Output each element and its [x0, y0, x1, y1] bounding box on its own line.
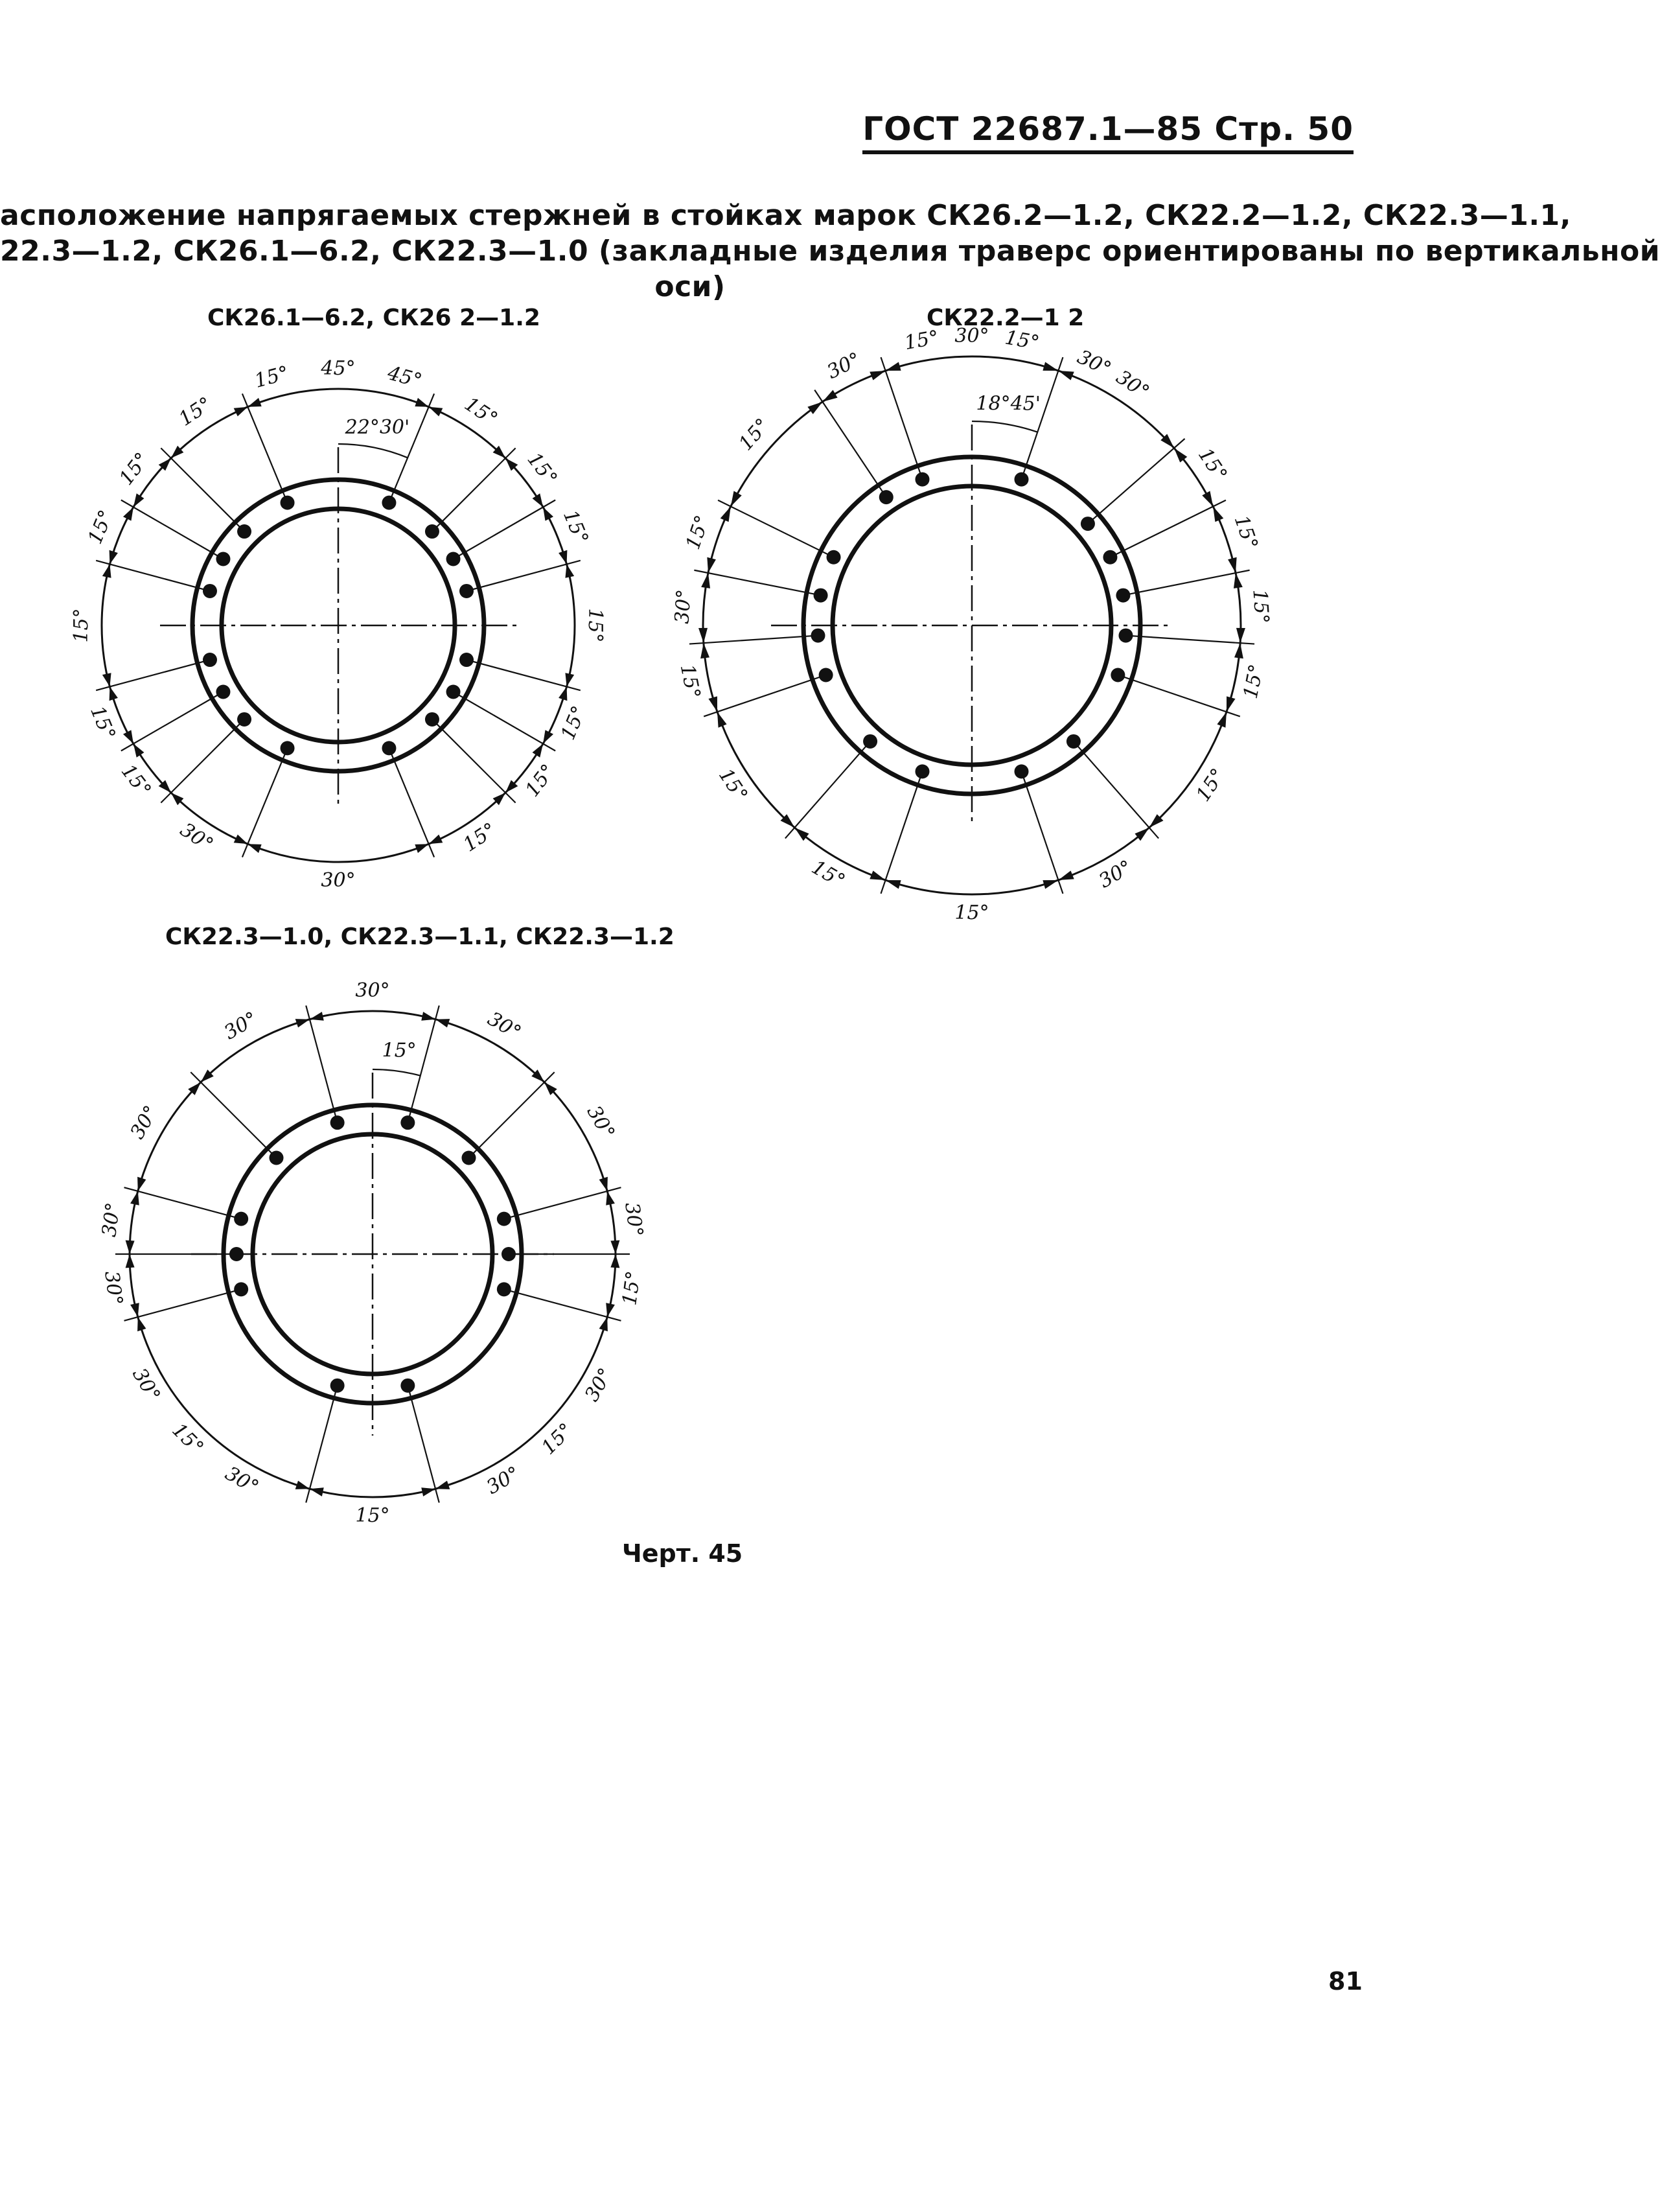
fig1-extension-line	[432, 448, 516, 531]
fig1-rebar-dot	[203, 584, 217, 598]
fig3-arrow-head	[599, 1177, 608, 1191]
fig3-angle-label: 30°	[98, 1201, 125, 1239]
fig2-rebar-dot	[1111, 668, 1125, 682]
fig1-arrow-head	[415, 398, 428, 407]
fig3-angle-label: 30°	[220, 1007, 262, 1045]
fig2-arrow-head	[731, 491, 742, 507]
fig1-arrow-head	[248, 398, 261, 407]
fig2-arrow-head	[1043, 362, 1058, 371]
fig3-rebar-dot	[234, 1282, 248, 1296]
fig2-rebar-dot	[1015, 764, 1029, 778]
fig1-angle-label: 30°	[176, 818, 218, 857]
fig1-arrow-head	[559, 550, 567, 565]
fig3-angle-label: 30°	[482, 1461, 524, 1499]
fig2-extension-line	[689, 636, 818, 644]
fig1-rebar-dot	[281, 741, 295, 755]
fig2-rebar-dot	[915, 472, 929, 487]
fig1-arrow-head	[565, 673, 574, 686]
fig1-angle-label: 15°	[174, 392, 216, 431]
fig1-arrow-head	[234, 407, 248, 417]
fig2-extension-line	[1022, 771, 1063, 893]
fig3-extension-line	[124, 1187, 242, 1218]
fig1-inner-angle-arc	[338, 444, 408, 458]
fig2-extension-line	[1074, 741, 1159, 839]
fig1-rebar-dot	[459, 584, 474, 598]
fig1-rebar-dot	[446, 685, 461, 699]
fig2-arrow-head	[720, 506, 731, 522]
fig2-arrow-head	[717, 712, 727, 727]
fig2-extension-line	[814, 390, 886, 497]
fig2-inner-angle-label: 18°45'	[976, 392, 1041, 415]
fig1-extension-line	[161, 719, 244, 803]
fig1-extension-line	[467, 561, 581, 591]
fig3-inner-angle-arc	[373, 1069, 421, 1076]
fig2-angle-label: 30°	[823, 348, 865, 384]
fig3-angle-label: 15°	[355, 1504, 390, 1527]
fig1-arrow-head	[565, 565, 574, 578]
fig2-arrow-head	[701, 573, 710, 588]
fig2-rebar-dot	[814, 588, 828, 603]
fig2-extension-line	[1123, 570, 1249, 596]
fig2-arrow-head	[1202, 491, 1213, 507]
fig2-arrow-head	[1228, 557, 1237, 573]
fig3-arrow-head	[310, 1012, 324, 1021]
fig1-arrow-head	[543, 507, 553, 521]
fig1-extension-line	[96, 660, 210, 690]
fig1-angle-label: 45°	[385, 362, 424, 393]
caption-line-3: оси)	[654, 270, 726, 303]
fig1-rebar-dot	[425, 712, 439, 727]
fig1-inner-angle-label: 22°30'	[345, 415, 410, 439]
figure-caption: Черт. 45	[622, 1539, 743, 1568]
fig3-arrow-head	[130, 1191, 139, 1205]
fig3-rebar-dot	[270, 1151, 284, 1165]
fig2-rebar-dot	[1081, 517, 1095, 531]
fig1-angle-label: 15°	[84, 506, 119, 548]
fig3-extension-line	[306, 1006, 337, 1123]
fig3-angle-label: 30°	[483, 1007, 525, 1045]
fig3-extension-line	[504, 1289, 621, 1320]
fig1-arrow-head	[415, 844, 428, 853]
fig3-extension-line	[124, 1289, 242, 1320]
fig3-arrow-head	[435, 1481, 450, 1489]
fig3-rebar-dot	[234, 1212, 248, 1226]
fig3-rebar-dot	[497, 1212, 511, 1226]
fig1-arrow-head	[543, 730, 553, 743]
fig1-angle-label: 45°	[321, 357, 356, 380]
fig3-arrow-head	[421, 1012, 435, 1021]
fig3-rebar-dot	[400, 1115, 415, 1130]
fig1-rebar-dot	[216, 685, 230, 699]
fig3-arrow-head	[295, 1019, 310, 1027]
fig1-rebar-dot	[459, 653, 474, 667]
fig1-angle-label: 15°	[522, 448, 562, 490]
fig1-angle-label: 15°	[557, 703, 591, 743]
fig1-extension-line	[96, 561, 210, 591]
fig3-angle-label: 30°	[126, 1101, 163, 1143]
fig2-arrow-head	[1236, 628, 1245, 643]
fig3-arrow-head	[310, 1487, 324, 1496]
fig1-angle-label: 15°	[70, 608, 93, 643]
fig3-rebar-dot	[461, 1151, 476, 1165]
fig2-rebar-dot	[1118, 629, 1133, 643]
fig1-extension-line	[454, 500, 556, 559]
fig1-rebar-dot	[216, 552, 230, 566]
fig2-angle-label: 15°	[1193, 444, 1232, 485]
fig2-angle-label: 15°	[1239, 662, 1269, 701]
fig1-arrow-head	[123, 507, 133, 521]
fig2-angle-label: 15°	[734, 414, 774, 456]
fig2-extension-line	[785, 741, 870, 839]
fig2-extension-line	[881, 771, 923, 893]
fig3-rebar-dot	[501, 1247, 516, 1261]
fig3-arrow-head	[295, 1481, 310, 1489]
fig1-rebar-dot	[382, 741, 396, 755]
fig1-extension-line	[242, 393, 288, 502]
fig1-angle-label: 15°	[521, 760, 560, 802]
fig3-arrow-head	[421, 1487, 435, 1496]
fig2-rebar-dot	[819, 668, 833, 682]
fig2-angle-label: 15°	[1192, 764, 1230, 806]
fig1-angle-label: 15°	[558, 506, 593, 548]
fig2-extension-line	[1118, 675, 1239, 717]
fig2-angle-label: 15°	[675, 662, 705, 701]
fig2-angle-label: 15°	[713, 764, 752, 806]
fig1-arrow-head	[102, 565, 111, 578]
fig2-angle-label: 30°	[954, 325, 989, 347]
fig2-rebar-dot	[827, 550, 841, 565]
fig3-arrow-head	[126, 1254, 135, 1268]
fig3-arrow-head	[137, 1317, 146, 1331]
fig2-arrow-head	[886, 362, 901, 371]
fig2-angle-label: 15°	[682, 512, 715, 553]
caption-line-1: асположение напрягаемых стержней в стойках марок СК26.2—1.2, СК22.2—1.2, СК22.3—1.1,	[0, 199, 1571, 232]
fig2-inner-angle-arc	[972, 421, 1037, 432]
fig2-rebar-dot	[1103, 550, 1117, 565]
fig2-arrow-head	[1213, 506, 1223, 522]
fig2-extension-line	[1088, 439, 1185, 524]
fig3-arrow-head	[606, 1191, 615, 1205]
fig1-arrow-head	[533, 493, 544, 507]
caption-line-2: 22.3—1.2, СК26.1—6.2, СК22.3—1.0 (закладные изделия траверс ориентированы по вертикальной	[0, 235, 1660, 268]
fig2-arrow-head	[1234, 573, 1243, 588]
fig2-angle-label: 15°	[1229, 512, 1262, 553]
fig2-rebar-dot	[811, 629, 825, 643]
fig1-angle-label: 15°	[252, 362, 292, 393]
figure-1-title: СК26.1—6.2, СК26 2—1.2	[207, 305, 540, 331]
fig2-arrow-head	[1043, 880, 1058, 889]
fig3-angle-label: 15°	[537, 1419, 578, 1460]
fig3-angle-label: 30°	[355, 979, 390, 1002]
fig3-extension-line	[468, 1072, 554, 1158]
fig2-arrow-head	[807, 402, 822, 414]
fig3-arrow-head	[610, 1254, 619, 1268]
fig3-arrow-head	[610, 1240, 619, 1254]
fig2-arrow-head	[1058, 371, 1074, 380]
fig3-angle-label: 30°	[100, 1270, 127, 1307]
fig3-arrow-head	[435, 1019, 450, 1027]
fig1-angle-label: 15°	[116, 760, 156, 802]
fig1-angle-label: 15°	[115, 448, 154, 490]
fig3-rebar-dot	[497, 1282, 511, 1296]
fig2-angle-label: 30°	[1094, 856, 1136, 893]
fig3-arrow-head	[606, 1303, 615, 1317]
fig1-extension-line	[389, 393, 434, 502]
fig1-extension-line	[389, 748, 434, 857]
fig1-rebar-dot	[446, 552, 461, 566]
page-number: 81	[1328, 1967, 1363, 1996]
fig1-arrow-head	[429, 835, 443, 844]
fig3-rebar-dot	[330, 1379, 345, 1393]
fig2-rebar-dot	[915, 764, 929, 778]
fig3-angle-label: 15°	[167, 1419, 208, 1460]
fig1-angle-label: 15°	[86, 703, 120, 743]
fig2-angle-label: 15°	[903, 326, 941, 355]
fig2-arrow-head	[700, 643, 709, 658]
figure-2-title: СК22.2—1 2	[927, 305, 1085, 331]
fig2-arrow-head	[1234, 643, 1243, 658]
fig2-arrow-head	[1058, 870, 1074, 880]
fig3-extension-line	[408, 1386, 439, 1503]
fig2-arrow-head	[708, 696, 717, 712]
fig1-extension-line	[454, 692, 556, 751]
fig1-extension-line	[121, 692, 224, 751]
fig2-arrow-head	[870, 371, 885, 380]
fig3-extension-line	[306, 1386, 337, 1503]
fig3-arrow-head	[130, 1303, 139, 1317]
fig2-angle-label: 30°	[1112, 366, 1153, 404]
fig2-extension-line	[1110, 500, 1225, 557]
fig2-rebar-dot	[1116, 588, 1130, 603]
fig2-angle-label: 30°	[671, 588, 696, 625]
fig2-rebar-dot	[879, 490, 893, 504]
fig2-arrow-head	[1217, 712, 1227, 727]
fig2-angle-label: 30°	[1074, 345, 1115, 381]
fig1-arrow-head	[123, 730, 133, 743]
fig1-extension-line	[161, 448, 244, 531]
fig1-arrow-head	[133, 744, 144, 758]
fig2-extension-line	[694, 570, 820, 596]
document-header: ГОСТ 22687.1—85 Стр. 50	[862, 110, 1354, 154]
fig2-angle-label: 15°	[1003, 326, 1041, 355]
fig1-rebar-dot	[203, 653, 217, 667]
fig2-rebar-dot	[1066, 734, 1081, 749]
fig1-extension-line	[121, 500, 224, 559]
fig2-extension-line	[718, 500, 833, 557]
fig3-angle-label: 15°	[618, 1270, 645, 1307]
fig2-rebar-dot	[863, 734, 877, 749]
fig2-arrow-head	[822, 390, 837, 402]
fig3-angle-label: 30°	[620, 1201, 647, 1239]
figure-3-title: СК22.3—1.0, СК22.3—1.1, СК22.3—1.2	[165, 924, 674, 950]
fig2-extension-line	[1022, 357, 1063, 479]
fig1-extension-line	[467, 660, 581, 690]
fig2-angle-label: 15°	[1248, 588, 1273, 625]
fig1-rebar-dot	[382, 496, 396, 510]
fig3-extension-line	[504, 1187, 621, 1218]
fig1-arrow-head	[110, 686, 118, 701]
fig3-arrow-head	[126, 1240, 135, 1254]
fig1-arrow-head	[559, 686, 567, 701]
fig1-arrow-head	[533, 744, 544, 758]
fig2-extension-line	[1125, 636, 1254, 644]
fig1-arrow-head	[248, 844, 261, 853]
fig3-extension-line	[408, 1006, 439, 1123]
fig1-angle-label: 30°	[321, 869, 356, 892]
fig1-arrow-head	[110, 550, 118, 565]
fig2-arrow-head	[698, 628, 708, 643]
fig2-rebar-dot	[1015, 472, 1029, 487]
fig1-rebar-dot	[237, 524, 251, 539]
fig3-angle-label: 30°	[128, 1364, 165, 1406]
fig1-rebar-dot	[425, 524, 439, 539]
fig1-angle-label: 15°	[459, 818, 501, 857]
fig2-arrow-head	[707, 557, 716, 573]
fig1-arrow-head	[102, 673, 111, 686]
fig3-angle-label: 30°	[580, 1364, 617, 1406]
fig1-arrow-head	[133, 493, 144, 507]
fig3-extension-line	[190, 1072, 276, 1158]
fig2-angle-label: 15°	[807, 856, 849, 893]
fig1-angle-label: 15°	[460, 392, 502, 431]
fig1-arrow-head	[234, 835, 248, 844]
fig3-rebar-dot	[400, 1379, 415, 1393]
fig3-angle-label: 30°	[582, 1101, 619, 1143]
fig1-angle-label: 15°	[584, 608, 606, 643]
fig2-extension-line	[704, 675, 825, 717]
fig3-inner-angle-label: 15°	[382, 1039, 417, 1062]
fig3-arrow-head	[599, 1317, 608, 1331]
fig3-angle-label: 30°	[221, 1461, 263, 1499]
fig3-rebar-dot	[330, 1115, 345, 1130]
fig1-rebar-dot	[237, 712, 251, 727]
fig3-arrow-head	[137, 1177, 146, 1191]
fig1-extension-line	[242, 748, 288, 857]
fig3-rebar-dot	[229, 1247, 244, 1261]
fig1-arrow-head	[429, 407, 443, 417]
fig2-extension-line	[881, 357, 923, 479]
fig2-angle-label: 15°	[954, 902, 989, 924]
fig2-arrow-head	[886, 880, 901, 889]
fig1-extension-line	[432, 719, 516, 803]
fig1-rebar-dot	[281, 496, 295, 510]
fig2-arrow-head	[1227, 696, 1236, 712]
fig2-arrow-head	[870, 870, 885, 880]
